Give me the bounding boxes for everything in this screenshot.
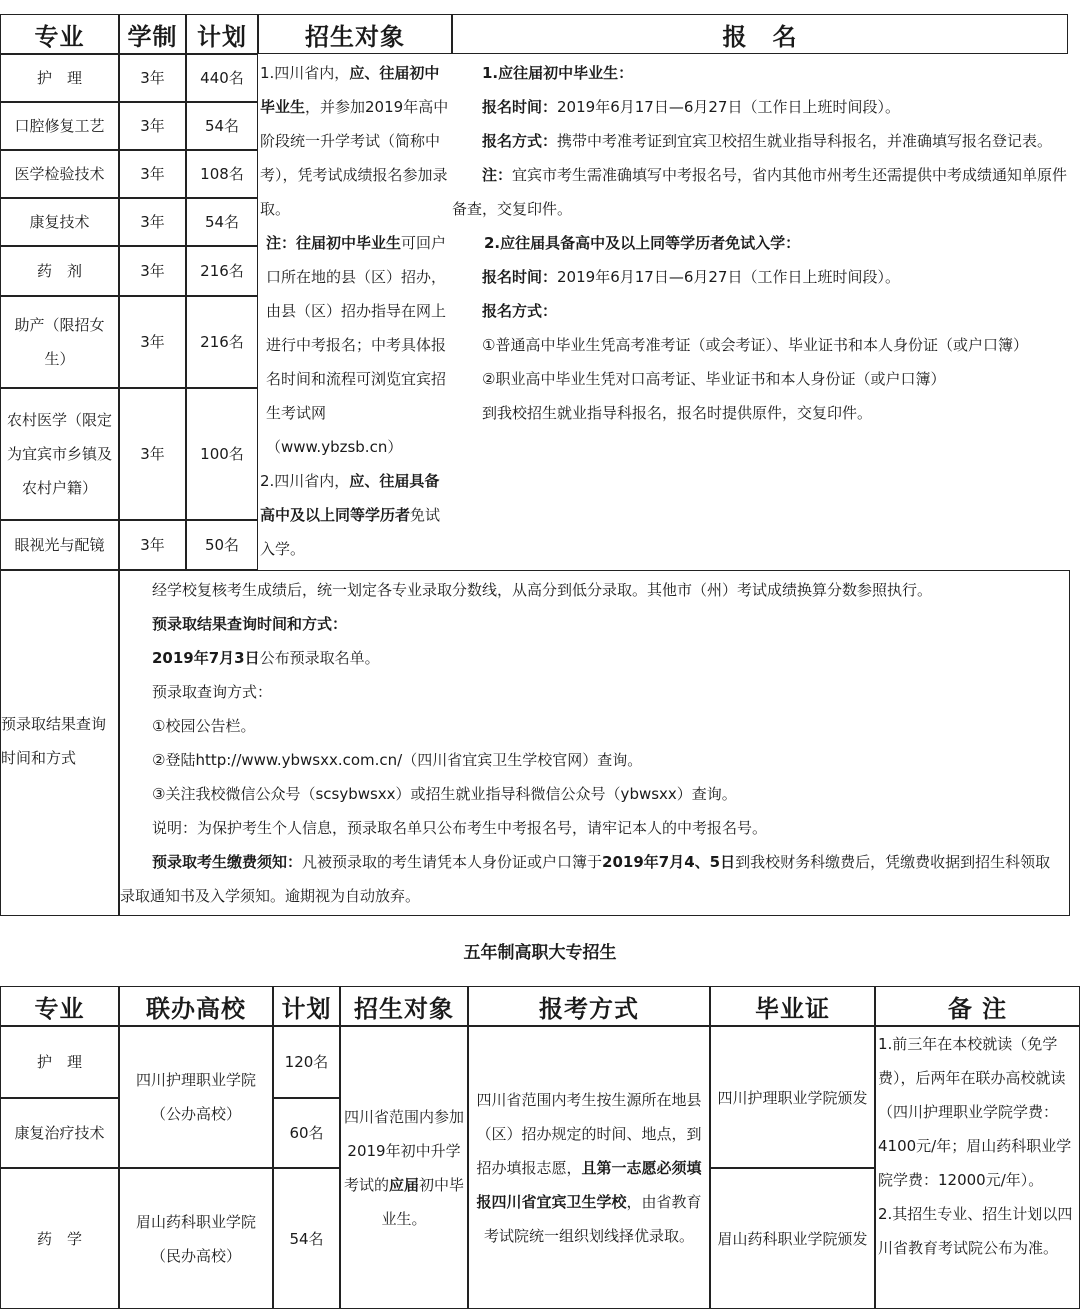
fy-major-cell: 护 理 xyxy=(0,1026,119,1098)
fy-cert-cell: 眉山药科职业学院颁发 xyxy=(710,1168,875,1309)
apply-s2-method-label: 报名方式： xyxy=(482,302,558,320)
major-cell: 康复技术 xyxy=(0,198,119,246)
major-cell: 助产（限招女生） xyxy=(0,296,119,388)
major-cell: 医学检验技术 xyxy=(0,150,119,198)
major-cell: 护 理 xyxy=(0,54,119,102)
major-cell: 口腔修复工艺 xyxy=(0,102,119,150)
target-p2: 2.四川省内，应、往届具备高中及以上同等学历者免试入学。 xyxy=(260,472,441,558)
plan-cell: 50名 xyxy=(186,520,258,570)
apply-s1-time: 报名时间：2019年6月17日—6月27日（工作日上班时间段）。 xyxy=(482,98,900,116)
fy-plan-cell: 120名 xyxy=(273,1026,340,1098)
pre-l4: 预录取查询方式： xyxy=(152,683,273,701)
pre-l7: ③关注我校微信公众号（scsybwsxx）或招生就业指导科微信公众号（ybwsxx）查询。 xyxy=(152,785,737,803)
five-year-title: 五年制高职大专招生 xyxy=(463,943,617,963)
duration-cell: 3年 xyxy=(119,296,186,388)
header-major: 专业 xyxy=(0,14,119,54)
fy-college-cell: 四川护理职业学院（公办高校） xyxy=(119,1026,273,1168)
fy-note-2: 2.其招生专业、招生计划以四川省教育考试院公布为准。 xyxy=(878,1205,1073,1257)
pre-admission-label-cell xyxy=(0,570,119,916)
fy-cert-cell: 四川护理职业学院颁发 xyxy=(710,1026,875,1168)
apply-s2-m3: 到我校招生就业指导科报名，报名时提供原件，交复印件。 xyxy=(482,404,873,422)
duration-cell: 3年 xyxy=(119,520,186,570)
plan-cell: 54名 xyxy=(186,198,258,246)
major-cell: 眼视光与配镜 xyxy=(0,520,119,570)
header-duration: 学制 xyxy=(119,14,186,54)
fy-header-method: 报考方式 xyxy=(468,986,710,1026)
apply-s2-m1: ①普通高中毕业生凭高考准考证（或会考证）、毕业证书和本人身份证（或户口簿） xyxy=(482,336,1028,354)
duration-cell: 3年 xyxy=(119,102,186,150)
duration-cell: 3年 xyxy=(119,198,186,246)
pre-l9: 预录取考生缴费须知：凡被预录取的考生请凭本人身份证或户口簿于2019年7月4、5日到我校财务科缴费后，凭缴费收据到招生科领取录取通知书及入学须知。逾期视为自动放弃。 xyxy=(120,853,1051,905)
fy-method-cell xyxy=(468,1026,710,1309)
pre-admission-text xyxy=(120,573,1065,913)
header-plan: 计划 xyxy=(186,14,258,54)
fy-header-note: 备 注 xyxy=(875,986,1080,1026)
apply-s2-title: 2.应往届具备高中及以上同等学历者免试入学： xyxy=(484,234,801,252)
pre-l8: 说明：为保护考生个人信息，预录取名单只公布考生中考报名号，请牢记本人的中考报名号。 xyxy=(152,819,768,837)
plan-cell: 100名 xyxy=(186,388,258,520)
header-apply: 报 名 xyxy=(452,14,1068,54)
apply-text xyxy=(452,56,1068,430)
fy-header-plan: 计划 xyxy=(273,986,340,1026)
apply-s1-note: 注：宜宾市考生需准确填写中考报名号，省内其他市州考生还需提供中考成绩通知单原件备查，交复印件。 xyxy=(452,166,1068,218)
fy-header-college: 联办高校 xyxy=(119,986,273,1026)
plan-cell: 440名 xyxy=(186,54,258,102)
plan-cell: 54名 xyxy=(186,102,258,150)
target-p1: 1.四川省内，应、往届初中毕业生，并参加2019年高中阶段统一升学考试（简称中考），凭考试成绩报名参加录取。 xyxy=(260,64,449,218)
apply-s1-title: 1.应往届初中毕业生： xyxy=(482,64,634,82)
duration-cell: 3年 xyxy=(119,388,186,520)
fy-major-cell: 药 学 xyxy=(0,1168,119,1309)
pre-l6: ②登陆http://www.ybwsxx.com.cn/（四川省宜宾卫生学校官网）查询。 xyxy=(152,751,643,769)
fy-header-target: 招生对象 xyxy=(340,986,468,1026)
pre-admission-label: 预录取结果查询时间和方式 xyxy=(1,715,107,767)
fy-header-cert: 毕业证 xyxy=(710,986,875,1026)
target-text xyxy=(260,56,450,566)
fy-target-text: 四川省范围内参加2019年初中升学考试的应届初中毕业生。 xyxy=(343,1107,465,1228)
target-note: 注：往届初中毕业生可回户口所在地的县（区）招办，由县（区）招办指导在网上进行中考报名；中考具体报名时间和流程可浏览宜宾招生考试网（www.ybzsb.cn） xyxy=(266,234,447,456)
fy-method-text: 四川省范围内考生按生源所在地县（区）招办规定的时间、地点，到招办填报志愿，且第一志愿必须填报四川省宜宾卫生学校，由省教育考试院统一组织划线择优录取。 xyxy=(476,1090,702,1245)
duration-cell: 3年 xyxy=(119,54,186,102)
header-target: 招生对象 xyxy=(258,14,452,54)
fy-plan-cell: 60名 xyxy=(273,1098,340,1168)
plan-cell: 108名 xyxy=(186,150,258,198)
apply-s2-m2: ②职业高中毕业生凭对口高考证、毕业证书和本人身份证（或户口簿） xyxy=(482,370,946,388)
pre-l3: 2019年7月3日公布预录取名单。 xyxy=(152,649,380,667)
apply-s2-time: 报名时间：2019年6月17日—6月27日（工作日上班时间段）。 xyxy=(482,268,900,286)
major-cell: 农村医学（限定为宜宾市乡镇及农村户籍） xyxy=(0,388,119,520)
major-cell: 药 剂 xyxy=(0,246,119,296)
pre-l5: ①校园公告栏。 xyxy=(152,717,256,735)
plan-cell: 216名 xyxy=(186,296,258,388)
fy-plan-cell: 54名 xyxy=(273,1168,340,1309)
fy-college-cell: 眉山药科职业学院（民办高校） xyxy=(119,1168,273,1309)
fy-target-cell xyxy=(340,1026,468,1309)
plan-cell: 216名 xyxy=(186,246,258,296)
duration-cell: 3年 xyxy=(119,150,186,198)
fy-header-major: 专业 xyxy=(0,986,119,1026)
duration-cell: 3年 xyxy=(119,246,186,296)
fy-note-1: 1.前三年在本校就读（免学费），后两年在联办高校就读（四川护理职业学院学费：4100元/年；眉山药科职业学院学费：12000元/年）。 xyxy=(878,1035,1072,1189)
pre-admission-content xyxy=(119,570,1070,916)
pre-l1: 经学校复核考生成绩后，统一划定各专业录取分数线，从高分到低分录取。其他市（州）考试成绩换算分数参照执行。 xyxy=(152,581,933,599)
fy-note-cell xyxy=(875,1026,1080,1309)
fy-major-cell: 康复治疗技术 xyxy=(0,1098,119,1168)
pre-l2: 预录取结果查询时间和方式： xyxy=(152,615,348,633)
apply-s1-method: 报名方式：携带中考准考证到宜宾卫校招生就业指导科报名，并准确填写报名登记表。 xyxy=(482,132,1053,150)
